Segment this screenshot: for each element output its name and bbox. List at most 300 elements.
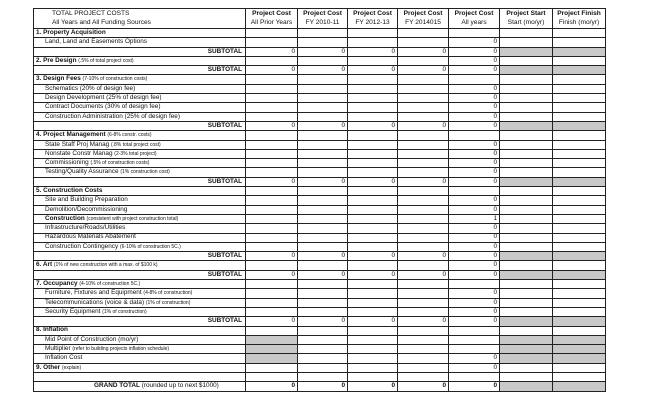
cell-project-start[interactable] xyxy=(500,149,553,158)
cell-project-start[interactable] xyxy=(500,131,553,140)
cell-project-start[interactable] xyxy=(500,280,553,289)
cell-prior-years[interactable] xyxy=(246,363,298,372)
cell-fy-2012-13[interactable]: 0 xyxy=(348,121,398,130)
line-item-label: State Staff Proj Manag xyxy=(45,140,110,148)
cell-project-finish[interactable] xyxy=(553,205,606,214)
cell-all-years[interactable] xyxy=(449,335,500,344)
cell-fy-2012-13[interactable] xyxy=(348,335,398,344)
cell-fy-2012-13[interactable] xyxy=(348,38,398,47)
cell-project-finish[interactable] xyxy=(553,38,606,47)
line-item-row xyxy=(34,205,606,214)
cell-fy-2010-11[interactable] xyxy=(298,242,348,251)
cell-prior-years[interactable] xyxy=(246,38,298,47)
cell-fy-2010-11[interactable] xyxy=(298,112,348,121)
header-title: TOTAL PROJECT COSTS xyxy=(52,10,130,18)
cell-project-finish[interactable] xyxy=(553,326,606,335)
cell-project-finish[interactable] xyxy=(553,317,606,326)
cell-all-years[interactable] xyxy=(449,345,500,354)
subtotal-label: SUBTOTAL xyxy=(34,47,246,56)
cell-all-years[interactable] xyxy=(449,372,500,381)
cell-fy-2014015[interactable] xyxy=(398,84,449,93)
cell-fy-2012-13[interactable] xyxy=(348,326,398,335)
cell-all-years[interactable]: 0 xyxy=(449,94,500,103)
cell-fy-2010-11[interactable] xyxy=(298,326,348,335)
cell-fy-2012-13[interactable]: 0 xyxy=(348,317,398,326)
cell-fy-2012-13[interactable] xyxy=(348,168,398,177)
cell-fy-2014015[interactable] xyxy=(398,131,449,140)
cell-fy-2012-13[interactable] xyxy=(348,187,398,196)
cell-project-finish[interactable] xyxy=(553,140,606,149)
cell-fy-2010-11[interactable] xyxy=(298,187,348,196)
cell-fy-2014015[interactable] xyxy=(398,214,449,223)
cell-all-years[interactable]: 0 xyxy=(449,196,500,205)
cell-project-finish[interactable] xyxy=(553,252,606,261)
cell-all-years[interactable] xyxy=(449,326,500,335)
cell-prior-years[interactable] xyxy=(246,335,298,344)
cell-fy-2014015[interactable] xyxy=(398,233,449,242)
cell-prior-years[interactable] xyxy=(246,242,298,251)
cell-prior-years[interactable]: 0 xyxy=(246,66,298,75)
cell-fy-2012-13[interactable] xyxy=(348,289,398,298)
cell-fy-2014015[interactable] xyxy=(398,307,449,316)
cell-fy-2012-13[interactable]: 0 xyxy=(348,252,398,261)
line-item-row xyxy=(34,94,606,103)
cell-prior-years[interactable]: 0 xyxy=(246,252,298,261)
cell-project-start[interactable] xyxy=(500,252,553,261)
cell-all-years[interactable]: 0 xyxy=(449,354,500,363)
cell-project-start[interactable] xyxy=(500,335,553,344)
cell-all-years[interactable]: 0 xyxy=(449,159,500,168)
cell-fy-2012-13[interactable]: 0 xyxy=(348,177,398,186)
cell-fy-2014015[interactable] xyxy=(398,326,449,335)
header-cell-prior-years: Project Cost All Prior Years xyxy=(246,9,298,29)
cell-project-start[interactable] xyxy=(500,233,553,242)
cell-project-finish[interactable] xyxy=(553,121,606,130)
cell-prior-years[interactable] xyxy=(246,187,298,196)
cell-project-finish[interactable] xyxy=(553,214,606,223)
cell-project-start[interactable] xyxy=(500,94,553,103)
cell-project-finish[interactable] xyxy=(553,75,606,84)
cell-all-years[interactable] xyxy=(449,131,500,140)
cell-fy-2014015[interactable] xyxy=(398,159,449,168)
cell-fy-2010-11[interactable]: 0 xyxy=(298,382,348,391)
cell-prior-years[interactable] xyxy=(246,214,298,223)
cell-prior-years[interactable] xyxy=(246,131,298,140)
cell-project-start[interactable] xyxy=(500,112,553,121)
section-note: (explain) xyxy=(61,364,82,371)
cell-fy-2010-11[interactable] xyxy=(298,335,348,344)
cell-fy-2014015[interactable] xyxy=(398,94,449,103)
cell-fy-2010-11[interactable]: 0 xyxy=(298,317,348,326)
cell-project-start[interactable] xyxy=(500,29,553,38)
cell-fy-2012-13[interactable] xyxy=(348,131,398,140)
cell-fy-2014015[interactable] xyxy=(398,354,449,363)
cell-fy-2010-11[interactable] xyxy=(298,29,348,38)
cell-project-finish[interactable] xyxy=(553,66,606,75)
cell-project-finish[interactable] xyxy=(553,298,606,307)
cell-prior-years[interactable] xyxy=(246,280,298,289)
cell-project-finish[interactable] xyxy=(553,196,606,205)
cell-prior-years[interactable] xyxy=(246,224,298,233)
cell-fy-2014015[interactable] xyxy=(398,29,449,38)
cell-fy-2010-11[interactable] xyxy=(298,214,348,223)
cell-fy-2010-11[interactable] xyxy=(298,140,348,149)
cell-fy-2012-13[interactable] xyxy=(348,354,398,363)
cell-prior-years[interactable] xyxy=(246,289,298,298)
cell-fy-2010-11[interactable] xyxy=(298,289,348,298)
line-item-label: Furniture, Fixtures and Equipment xyxy=(45,289,142,297)
line-item-note: (.8% total project cost) xyxy=(110,141,161,148)
cell-all-years[interactable]: 0 xyxy=(449,140,500,149)
cell-project-start[interactable] xyxy=(500,187,553,196)
cell-fy-2014015[interactable] xyxy=(398,196,449,205)
cell-prior-years[interactable] xyxy=(246,261,298,270)
cell-prior-years[interactable] xyxy=(246,140,298,149)
line-item-label: Inflation Cost xyxy=(45,354,83,362)
cell-fy-2014015[interactable] xyxy=(398,149,449,158)
cell-fy-2012-13[interactable] xyxy=(348,307,398,316)
cell-project-start[interactable] xyxy=(500,270,553,279)
cell-project-start[interactable] xyxy=(500,382,553,391)
cell-project-finish[interactable] xyxy=(553,289,606,298)
cell-fy-2012-13[interactable] xyxy=(348,224,398,233)
section-note: (1% of new construction with a max. of $100 k) xyxy=(53,262,158,269)
cell-fy-2014015[interactable]: 0 xyxy=(398,270,449,279)
cell-project-start[interactable] xyxy=(500,159,553,168)
cell-prior-years[interactable] xyxy=(246,103,298,112)
cell-project-start[interactable] xyxy=(500,261,553,270)
cell-fy-2012-13[interactable] xyxy=(348,112,398,121)
cell-all-years[interactable]: 0 xyxy=(449,289,500,298)
cell-project-start[interactable] xyxy=(500,66,553,75)
section-heading xyxy=(34,75,246,84)
cell-fy-2012-13[interactable] xyxy=(348,214,398,223)
cell-project-finish[interactable] xyxy=(553,354,606,363)
cell-project-start[interactable] xyxy=(500,317,553,326)
cell-all-years[interactable]: 0 xyxy=(449,177,500,186)
cell-fy-2014015[interactable] xyxy=(398,103,449,112)
cell-fy-2010-11[interactable] xyxy=(298,363,348,372)
cell-prior-years[interactable] xyxy=(246,354,298,363)
cell-prior-years[interactable] xyxy=(246,75,298,84)
cell-project-start[interactable] xyxy=(500,326,553,335)
cell-fy-2014015[interactable] xyxy=(398,335,449,344)
cell-project-finish[interactable] xyxy=(553,335,606,344)
cell-project-start[interactable] xyxy=(500,121,553,130)
cell-all-years[interactable]: 0 xyxy=(449,317,500,326)
cell-project-start[interactable] xyxy=(500,205,553,214)
cell-all-years[interactable] xyxy=(449,280,500,289)
cell-project-finish[interactable] xyxy=(553,345,606,354)
cell-fy-2010-11[interactable] xyxy=(298,372,348,381)
cell-fy-2010-11[interactable] xyxy=(298,261,348,270)
cell-fy-2014015[interactable] xyxy=(398,289,449,298)
cell-prior-years[interactable]: 0 xyxy=(246,177,298,186)
cell-all-years[interactable]: 0 xyxy=(449,242,500,251)
cell-project-finish[interactable] xyxy=(553,29,606,38)
cell-project-start[interactable] xyxy=(500,103,553,112)
cell-fy-2010-11[interactable] xyxy=(298,224,348,233)
cell-fy-2010-11[interactable] xyxy=(298,280,348,289)
cell-fy-2012-13[interactable] xyxy=(348,298,398,307)
line-item-label: Land, Land and Easements Options xyxy=(45,38,147,46)
cell-fy-2012-13[interactable] xyxy=(348,140,398,149)
cell-fy-2012-13[interactable] xyxy=(348,29,398,38)
cell-fy-2010-11[interactable] xyxy=(298,354,348,363)
subtotal-label: SUBTOTAL xyxy=(34,121,246,130)
cell-project-start[interactable] xyxy=(500,56,553,65)
cell-fy-2010-11[interactable]: 0 xyxy=(298,47,348,56)
cell-fy-2014015[interactable]: 0 xyxy=(398,382,449,391)
cell-fy-2010-11[interactable]: 0 xyxy=(298,66,348,75)
cell-project-start[interactable] xyxy=(500,242,553,251)
cell-prior-years[interactable] xyxy=(246,56,298,65)
cell-fy-2014015[interactable] xyxy=(398,363,449,372)
cell-fy-2014015[interactable] xyxy=(398,56,449,65)
cell-project-finish[interactable] xyxy=(553,270,606,279)
cell-prior-years[interactable] xyxy=(246,196,298,205)
section-heading xyxy=(34,187,246,196)
cell-project-start[interactable] xyxy=(500,84,553,93)
cell-prior-years[interactable] xyxy=(246,372,298,381)
cell-all-years[interactable]: 0 xyxy=(449,84,500,93)
cell-fy-2014015[interactable] xyxy=(398,205,449,214)
section-note: (6-8% constr. costs) xyxy=(107,132,152,139)
cell-project-start[interactable] xyxy=(500,224,553,233)
cell-prior-years[interactable] xyxy=(246,159,298,168)
line-item-row xyxy=(34,345,606,354)
cell-project-finish[interactable] xyxy=(553,168,606,177)
cell-fy-2012-13[interactable] xyxy=(348,196,398,205)
cell-fy-2014015[interactable]: 0 xyxy=(398,177,449,186)
cell-fy-2010-11[interactable] xyxy=(298,38,348,47)
cell-prior-years[interactable] xyxy=(246,168,298,177)
cell-fy-2012-13[interactable] xyxy=(348,56,398,65)
cell-project-start[interactable] xyxy=(500,140,553,149)
cell-fy-2014015[interactable] xyxy=(398,372,449,381)
line-item-row xyxy=(34,84,606,93)
cell-prior-years[interactable] xyxy=(246,205,298,214)
cell-project-start[interactable] xyxy=(500,196,553,205)
cell-fy-2012-13[interactable] xyxy=(348,205,398,214)
cell-project-start[interactable] xyxy=(500,354,553,363)
cell-fy-2014015[interactable] xyxy=(398,168,449,177)
cell-project-start[interactable] xyxy=(500,177,553,186)
cell-all-years[interactable]: 0 xyxy=(449,38,500,47)
cell-prior-years[interactable]: 0 xyxy=(246,317,298,326)
cell-fy-2012-13[interactable] xyxy=(348,372,398,381)
subtotal-label: SUBTOTAL xyxy=(34,252,246,261)
cell-fy-2010-11[interactable]: 0 xyxy=(298,270,348,279)
cell-prior-years[interactable] xyxy=(246,307,298,316)
cell-fy-2012-13[interactable] xyxy=(348,103,398,112)
cell-fy-2010-11[interactable] xyxy=(298,103,348,112)
cell-all-years[interactable]: 0 xyxy=(449,205,500,214)
cell-all-years[interactable]: 0 xyxy=(449,363,500,372)
cell-all-years[interactable] xyxy=(449,29,500,38)
cell-project-start[interactable] xyxy=(500,38,553,47)
cell-all-years[interactable]: 0 xyxy=(449,261,500,270)
cell-fy-2010-11[interactable]: 0 xyxy=(298,252,348,261)
line-item xyxy=(34,224,246,233)
cell-fy-2014015[interactable]: 0 xyxy=(398,66,449,75)
cell-project-finish[interactable] xyxy=(553,131,606,140)
cell-project-start[interactable] xyxy=(500,47,553,56)
cell-all-years[interactable]: 1 xyxy=(449,214,500,223)
cell-project-start[interactable] xyxy=(500,345,553,354)
cell-prior-years[interactable] xyxy=(246,112,298,121)
line-item xyxy=(34,149,246,158)
cell-fy-2012-13[interactable] xyxy=(348,75,398,84)
cell-project-finish[interactable] xyxy=(553,94,606,103)
cell-prior-years[interactable]: 0 xyxy=(246,121,298,130)
cell-all-years[interactable]: 0 xyxy=(449,47,500,56)
cell-all-years[interactable] xyxy=(449,75,500,84)
cell-fy-2014015[interactable]: 0 xyxy=(398,121,449,130)
cell-fy-2012-13[interactable] xyxy=(348,345,398,354)
cell-fy-2010-11[interactable] xyxy=(298,233,348,242)
cell-fy-2010-11[interactable] xyxy=(298,345,348,354)
cell-all-years[interactable]: 0 xyxy=(449,103,500,112)
cell-prior-years[interactable] xyxy=(246,94,298,103)
cell-prior-years[interactable] xyxy=(246,233,298,242)
cell-prior-years[interactable] xyxy=(246,345,298,354)
cell-all-years[interactable]: 0 xyxy=(449,233,500,242)
cell-fy-2010-11[interactable] xyxy=(298,168,348,177)
cell-fy-2012-13[interactable] xyxy=(348,84,398,93)
cell-fy-2014015[interactable] xyxy=(398,242,449,251)
subtotal-label: SUBTOTAL xyxy=(34,177,246,186)
cell-prior-years[interactable] xyxy=(246,326,298,335)
cell-all-years[interactable]: 0 xyxy=(449,270,500,279)
cell-fy-2010-11[interactable] xyxy=(298,307,348,316)
cell-all-years[interactable]: 0 xyxy=(449,252,500,261)
cell-prior-years[interactable]: 0 xyxy=(246,382,298,391)
cell-project-finish[interactable] xyxy=(553,159,606,168)
cell-fy-2012-13[interactable] xyxy=(348,94,398,103)
cell-project-finish[interactable] xyxy=(553,261,606,270)
cell-project-start[interactable] xyxy=(500,168,553,177)
cell-fy-2014015[interactable] xyxy=(398,112,449,121)
cell-project-start[interactable] xyxy=(500,75,553,84)
cell-all-years[interactable]: 0 xyxy=(449,149,500,158)
cell-fy-2014015[interactable] xyxy=(398,261,449,270)
cell-project-finish[interactable] xyxy=(553,177,606,186)
cell-project-start[interactable] xyxy=(500,363,553,372)
cell-fy-2012-13[interactable] xyxy=(348,233,398,242)
cell-fy-2012-13[interactable]: 0 xyxy=(348,270,398,279)
cell-fy-2014015[interactable] xyxy=(398,75,449,84)
cell-project-start[interactable] xyxy=(500,214,553,223)
cell-fy-2010-11[interactable] xyxy=(298,149,348,158)
cell-all-years[interactable]: 0 xyxy=(449,56,500,65)
cell-all-years[interactable]: 0 xyxy=(449,382,500,391)
section-row xyxy=(34,75,606,84)
cell-fy-2014015[interactable] xyxy=(398,38,449,47)
cell-fy-2010-11[interactable] xyxy=(298,84,348,93)
cell-project-finish[interactable] xyxy=(553,112,606,121)
cell-prior-years[interactable] xyxy=(246,298,298,307)
cell-project-finish[interactable] xyxy=(553,56,606,65)
cell-fy-2012-13[interactable]: 0 xyxy=(348,382,398,391)
cell-project-finish[interactable] xyxy=(553,363,606,372)
cell-fy-2012-13[interactable] xyxy=(348,280,398,289)
cell-project-start[interactable] xyxy=(500,289,553,298)
cell-fy-2012-13[interactable]: 0 xyxy=(348,66,398,75)
cell-fy-2010-11[interactable] xyxy=(298,75,348,84)
cell-fy-2012-13[interactable] xyxy=(348,363,398,372)
cell-prior-years[interactable]: 0 xyxy=(246,47,298,56)
cell-project-finish[interactable] xyxy=(553,382,606,391)
cell-project-finish[interactable] xyxy=(553,149,606,158)
cell-project-finish[interactable] xyxy=(553,307,606,316)
cell-all-years[interactable]: 0 xyxy=(449,307,500,316)
cell-all-years[interactable] xyxy=(449,187,500,196)
cell-fy-2012-13[interactable] xyxy=(348,159,398,168)
cell-fy-2010-11[interactable] xyxy=(298,205,348,214)
cell-fy-2010-11[interactable] xyxy=(298,56,348,65)
cell-fy-2012-13[interactable] xyxy=(348,242,398,251)
cell-fy-2010-11[interactable]: 0 xyxy=(298,177,348,186)
cell-fy-2014015[interactable] xyxy=(398,187,449,196)
cell-project-start[interactable] xyxy=(500,372,553,381)
cell-all-years[interactable]: 0 xyxy=(449,224,500,233)
cell-fy-2010-11[interactable] xyxy=(298,131,348,140)
cell-project-finish[interactable] xyxy=(553,187,606,196)
cell-project-finish[interactable] xyxy=(553,280,606,289)
cell-fy-2010-11[interactable] xyxy=(298,94,348,103)
cell-fy-2014015[interactable] xyxy=(398,280,449,289)
cell-fy-2014015[interactable]: 0 xyxy=(398,252,449,261)
cell-project-start[interactable] xyxy=(500,298,553,307)
header-subtitle: All Years and All Funding Sources xyxy=(52,18,151,26)
cell-fy-2010-11[interactable] xyxy=(298,298,348,307)
cell-project-finish[interactable] xyxy=(553,47,606,56)
cell-fy-2010-11[interactable] xyxy=(298,196,348,205)
cell-project-finish[interactable] xyxy=(553,224,606,233)
cell-all-years[interactable]: 0 xyxy=(449,121,500,130)
cell-project-finish[interactable] xyxy=(553,103,606,112)
cell-fy-2012-13[interactable] xyxy=(348,149,398,158)
cell-fy-2012-13[interactable] xyxy=(348,261,398,270)
cell-project-finish[interactable] xyxy=(553,372,606,381)
cell-prior-years[interactable] xyxy=(246,29,298,38)
cell-fy-2010-11[interactable]: 0 xyxy=(298,121,348,130)
cell-fy-2014015[interactable]: 0 xyxy=(398,47,449,56)
cell-all-years[interactable]: 0 xyxy=(449,168,500,177)
cell-fy-2014015[interactable] xyxy=(398,224,449,233)
cell-all-years[interactable]: 0 xyxy=(449,66,500,75)
line-item-label: Mid Point of Construction (mo/yr) xyxy=(45,335,139,343)
cell-fy-2014015[interactable] xyxy=(398,298,449,307)
cell-fy-2010-11[interactable] xyxy=(298,159,348,168)
cell-project-start[interactable] xyxy=(500,307,553,316)
cell-prior-years[interactable] xyxy=(246,84,298,93)
cell-fy-2014015[interactable] xyxy=(398,345,449,354)
cell-project-finish[interactable] xyxy=(553,233,606,242)
cell-all-years[interactable]: 0 xyxy=(449,112,500,121)
line-item-note: (4-8% of construction) xyxy=(143,290,193,297)
cell-prior-years[interactable]: 0 xyxy=(246,270,298,279)
cell-project-finish[interactable] xyxy=(553,84,606,93)
cell-fy-2014015[interactable]: 0 xyxy=(398,317,449,326)
cell-project-finish[interactable] xyxy=(553,242,606,251)
cell-fy-2012-13[interactable]: 0 xyxy=(348,47,398,56)
cell-all-years[interactable]: 0 xyxy=(449,298,500,307)
cell-fy-2014015[interactable] xyxy=(398,140,449,149)
cell-prior-years[interactable] xyxy=(246,149,298,158)
line-item-note: (6-10% of construction 5C.) xyxy=(119,243,181,250)
